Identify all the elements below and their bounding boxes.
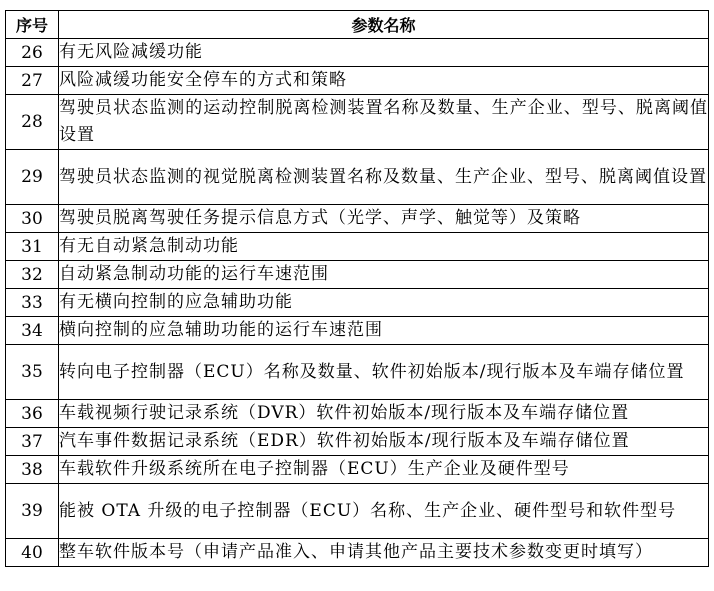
parameter-name: 有无风险减缓功能 [59,39,709,67]
table-row [6,317,709,345]
header-number: 序号 [6,11,59,39]
table-row [6,205,709,233]
row-number: 32 [6,261,59,289]
parameter-name: 汽车事件数据记录系统（EDR）软件初始版本/现行版本及车端存储位置 [59,428,709,456]
parameter-name: 转向电子控制器（ECU）名称及数量、软件初始版本/现行版本及车端存储位置 [59,345,709,400]
table-header-row [6,11,709,39]
parameter-name: 风险减缓功能安全停车的方式和策略 [59,67,709,95]
parameter-name: 驾驶员脱离驾驶任务提示信息方式（光学、声学、触觉等）及策略 [59,205,709,233]
table-row [6,261,709,289]
parameter-name: 能被 OTA 升级的电子控制器（ECU）名称、生产企业、硬件型号和软件型号 [59,484,709,539]
parameter-name: 驾驶员状态监测的视觉脱离检测装置名称及数量、生产企业、型号、脱离阈值设置 [59,150,709,205]
row-number: 36 [6,400,59,428]
parameter-name: 整车软件版本号（申请产品准入、申请其他产品主要技术参数变更时填写） [59,539,709,567]
row-number: 40 [6,539,59,567]
table-row [6,539,709,567]
parameter-name: 横向控制的应急辅助功能的运行车速范围 [59,317,709,345]
table-row [6,456,709,484]
table-row [6,150,709,205]
row-number: 31 [6,233,59,261]
row-number: 34 [6,317,59,345]
row-number: 37 [6,428,59,456]
parameter-name: 自动紧急制动功能的运行车速范围 [59,261,709,289]
table-row [6,484,709,539]
table-row [6,345,709,400]
row-number: 35 [6,345,59,400]
parameter-name: 车载视频行驶记录系统（DVR）软件初始版本/现行版本及车端存储位置 [59,400,709,428]
row-number: 29 [6,150,59,205]
row-number: 39 [6,484,59,539]
row-number: 30 [6,205,59,233]
table-row [6,95,709,150]
row-number: 38 [6,456,59,484]
table-row [6,39,709,67]
table-row [6,233,709,261]
table-row [6,289,709,317]
table-row [6,400,709,428]
row-number: 27 [6,67,59,95]
parameter-name: 车载软件升级系统所在电子控制器（ECU）生产企业及硬件型号 [59,456,709,484]
parameter-name: 驾驶员状态监测的运动控制脱离检测装置名称及数量、生产企业、型号、脱离阈值设置 [59,95,709,150]
row-number: 28 [6,95,59,150]
parameter-table [5,10,709,567]
table-row [6,67,709,95]
row-number: 33 [6,289,59,317]
parameter-name: 有无自动紧急制动功能 [59,233,709,261]
parameter-name: 有无横向控制的应急辅助功能 [59,289,709,317]
header-parameter-name: 参数名称 [59,11,709,39]
row-number: 26 [6,39,59,67]
table-row [6,428,709,456]
